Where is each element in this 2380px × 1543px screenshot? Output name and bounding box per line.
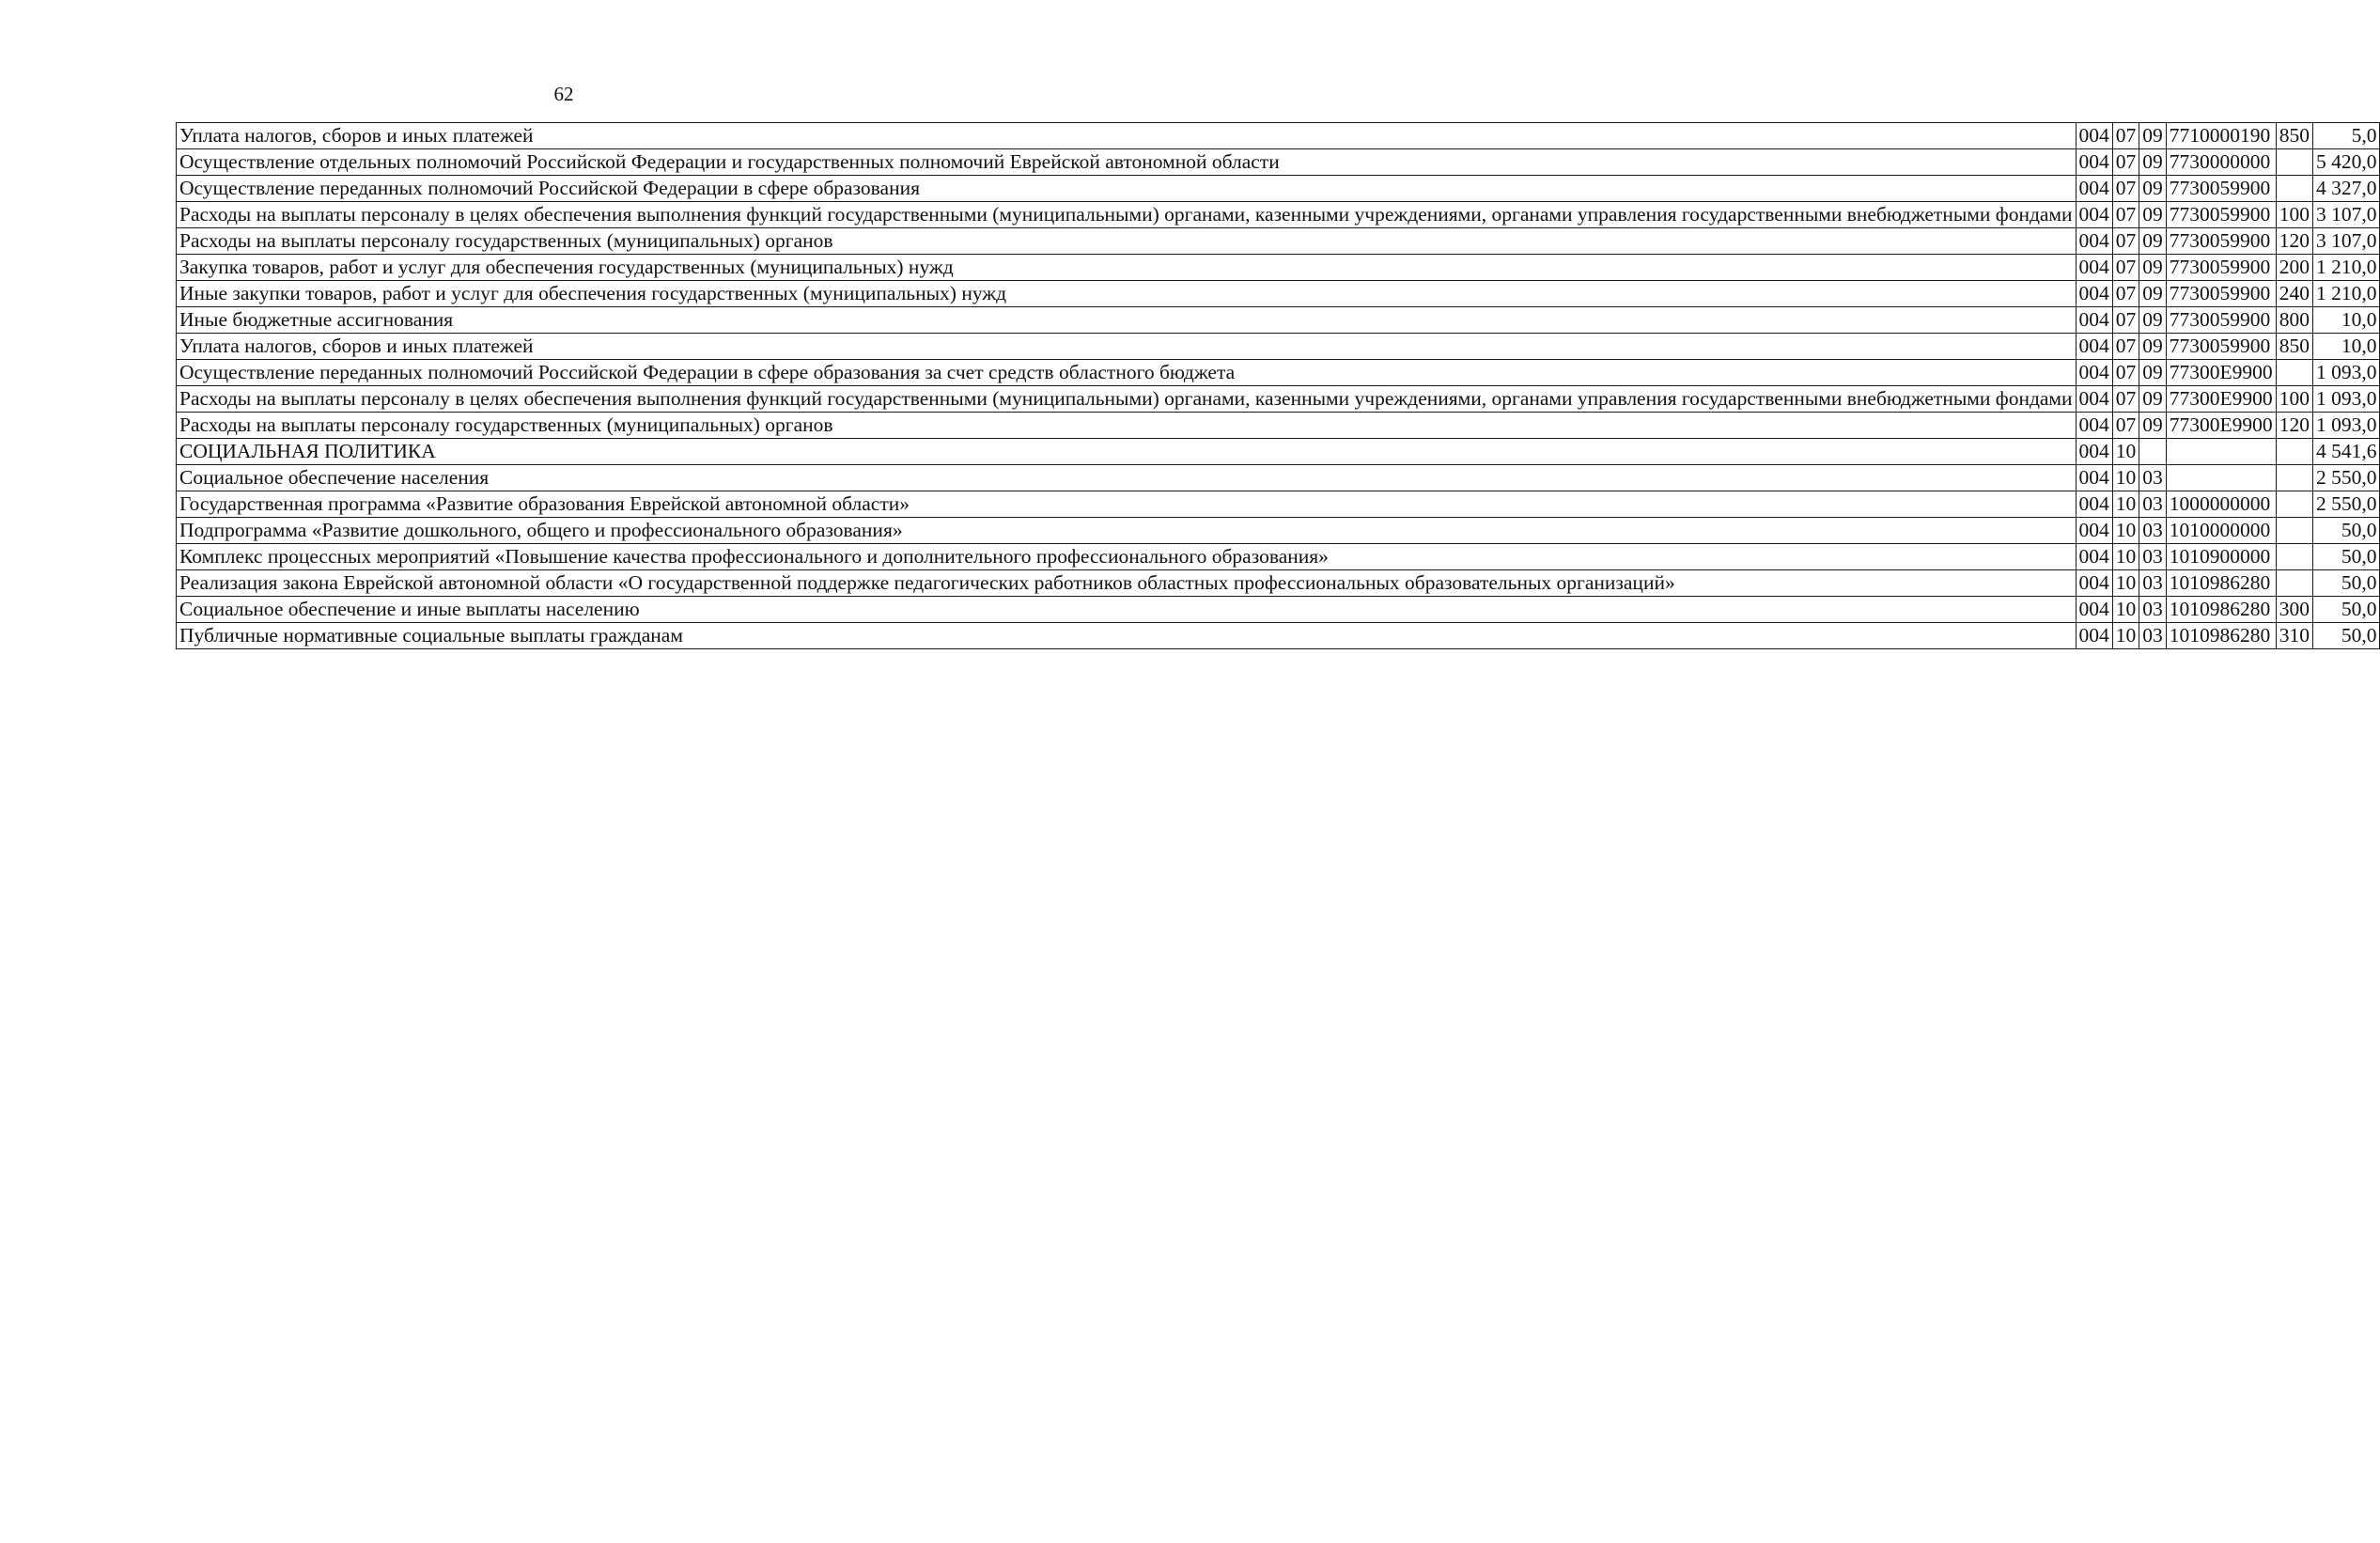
cs-code: 1010986280 — [2166, 597, 2276, 623]
rz-code: 07 — [2112, 176, 2139, 202]
budget-table — [176, 122, 2380, 649]
pr-code: 03 — [2139, 597, 2167, 623]
gr-code: 004 — [2076, 623, 2112, 649]
vr-code: 120 — [2276, 413, 2312, 439]
rz-code: 07 — [2112, 386, 2139, 413]
gr-code: 004 — [2076, 518, 2112, 544]
rz-code: 07 — [2112, 228, 2139, 255]
amount: 3 107,0 — [2312, 228, 2380, 255]
amount: 10,0 — [2312, 307, 2380, 334]
table-row — [177, 255, 2380, 281]
vr-code: 850 — [2276, 123, 2312, 149]
rz-code: 07 — [2112, 202, 2139, 228]
amount: 3 107,0 — [2312, 202, 2380, 228]
vr-code: 120 — [2276, 228, 2312, 255]
pr-code: 09 — [2139, 360, 2167, 386]
amount: 50,0 — [2312, 623, 2380, 649]
gr-code: 004 — [2076, 255, 2112, 281]
table-row — [177, 413, 2380, 439]
cs-code: 1010986280 — [2166, 570, 2276, 597]
gr-code: 004 — [2076, 544, 2112, 570]
cs-code: 7730000000 — [2166, 149, 2276, 176]
rz-code: 07 — [2112, 255, 2139, 281]
gr-code: 004 — [2076, 281, 2112, 307]
cs-code: 7730059900 — [2166, 281, 2276, 307]
gr-code: 004 — [2076, 570, 2112, 597]
rz-code: 10 — [2112, 491, 2139, 518]
pr-code: 09 — [2139, 307, 2167, 334]
gr-code: 004 — [2076, 149, 2112, 176]
table-row — [177, 334, 2380, 360]
vr-code — [2276, 360, 2312, 386]
cs-code: 7730059900 — [2166, 202, 2276, 228]
cs-code: 7730059900 — [2166, 334, 2276, 360]
rz-code: 10 — [2112, 439, 2139, 465]
pr-code: 09 — [2139, 202, 2167, 228]
rz-code: 10 — [2112, 544, 2139, 570]
row-name: Подпрограмма «Развитие дошкольного, общего и профессионального образования» — [177, 518, 2077, 544]
gr-code: 004 — [2076, 465, 2112, 491]
pr-code: 03 — [2139, 518, 2167, 544]
rz-code: 10 — [2112, 597, 2139, 623]
gr-code: 004 — [2076, 228, 2112, 255]
table-row — [177, 439, 2380, 465]
pr-code: 09 — [2139, 123, 2167, 149]
cs-code: 1010900000 — [2166, 544, 2276, 570]
cs-code — [2166, 465, 2276, 491]
vr-code: 800 — [2276, 307, 2312, 334]
row-name: Комплекс процессных мероприятий «Повышение качества профессионального и дополнительного профессионального образования» — [177, 544, 2077, 570]
gr-code: 004 — [2076, 491, 2112, 518]
row-name: Государственная программа «Развитие образования Еврейской автономной области» — [177, 491, 2077, 518]
table-row — [177, 360, 2380, 386]
cs-code: 77300E9900 — [2166, 386, 2276, 413]
cs-code: 7710000190 — [2166, 123, 2276, 149]
cs-code: 1010986280 — [2166, 623, 2276, 649]
rz-code: 10 — [2112, 465, 2139, 491]
rz-code: 10 — [2112, 518, 2139, 544]
pr-code: 09 — [2139, 334, 2167, 360]
row-name: Расходы на выплаты персоналу в целях обеспечения выполнения функций государственными (муниципальными) органами, казенными учреждениями, органами управления государственными внебюджетными фондами — [177, 386, 2077, 413]
rz-code: 07 — [2112, 281, 2139, 307]
table-row — [177, 176, 2380, 202]
table-row — [177, 307, 2380, 334]
amount: 1 093,0 — [2312, 360, 2380, 386]
row-name: СОЦИАЛЬНАЯ ПОЛИТИКА — [177, 439, 2077, 465]
rz-code: 07 — [2112, 413, 2139, 439]
row-name: Закупка товаров, работ и услуг для обеспечения государственных (муниципальных) нужд — [177, 255, 2077, 281]
pr-code: 03 — [2139, 570, 2167, 597]
row-name: Осуществление отдельных полномочий Российской Федерации и государственных полномочий Еврейской автономной области — [177, 149, 2077, 176]
vr-code — [2276, 176, 2312, 202]
vr-code: 300 — [2276, 597, 2312, 623]
gr-code: 004 — [2076, 334, 2112, 360]
table-row — [177, 465, 2380, 491]
pr-code: 09 — [2139, 281, 2167, 307]
row-name: Осуществление переданных полномочий Российской Федерации в сфере образования за счет средств областного бюджета — [177, 360, 2077, 386]
vr-code — [2276, 544, 2312, 570]
vr-code: 200 — [2276, 255, 2312, 281]
vr-code — [2276, 518, 2312, 544]
amount: 2 550,0 — [2312, 465, 2380, 491]
table-row — [177, 597, 2380, 623]
table-row — [177, 228, 2380, 255]
row-name: Иные закупки товаров, работ и услуг для обеспечения государственных (муниципальных) нужд — [177, 281, 2077, 307]
pr-code: 09 — [2139, 255, 2167, 281]
pr-code: 03 — [2139, 623, 2167, 649]
table-row — [177, 149, 2380, 176]
rz-code: 07 — [2112, 123, 2139, 149]
amount: 1 093,0 — [2312, 386, 2380, 413]
pr-code: 03 — [2139, 465, 2167, 491]
gr-code: 004 — [2076, 307, 2112, 334]
amount: 10,0 — [2312, 334, 2380, 360]
vr-code — [2276, 570, 2312, 597]
amount: 1 093,0 — [2312, 413, 2380, 439]
vr-code: 850 — [2276, 334, 2312, 360]
pr-code: 09 — [2139, 176, 2167, 202]
amount: 1 210,0 — [2312, 281, 2380, 307]
vr-code: 240 — [2276, 281, 2312, 307]
row-name: Реализация закона Еврейской автономной области «О государственной поддержке педагогических работников областных профессиональных образовательных организаций» — [177, 570, 2077, 597]
vr-code: 100 — [2276, 202, 2312, 228]
table-row — [177, 570, 2380, 597]
amount: 2 550,0 — [2312, 491, 2380, 518]
pr-code: 03 — [2139, 544, 2167, 570]
gr-code: 004 — [2076, 176, 2112, 202]
row-name: Уплата налогов, сборов и иных платежей — [177, 334, 2077, 360]
pr-code: 09 — [2139, 149, 2167, 176]
rz-code: 10 — [2112, 570, 2139, 597]
budget-table-body — [177, 123, 2380, 649]
rz-code: 07 — [2112, 149, 2139, 176]
row-name: Социальное обеспечение населения — [177, 465, 2077, 491]
rz-code: 10 — [2112, 623, 2139, 649]
amount: 50,0 — [2312, 544, 2380, 570]
row-name: Расходы на выплаты персоналу в целях обеспечения выполнения функций государственными (муниципальными) органами, казенными учреждениями, органами управления государственными внебюджетными фондами — [177, 202, 2077, 228]
vr-code — [2276, 465, 2312, 491]
amount: 4 541,6 — [2312, 439, 2380, 465]
rz-code: 07 — [2112, 334, 2139, 360]
pr-code: 09 — [2139, 413, 2167, 439]
table-row — [177, 518, 2380, 544]
cs-code: 1010000000 — [2166, 518, 2276, 544]
table-row — [177, 123, 2380, 149]
table-row — [177, 491, 2380, 518]
table-row — [177, 281, 2380, 307]
cs-code: 77300E9900 — [2166, 413, 2276, 439]
gr-code: 004 — [2076, 360, 2112, 386]
vr-code — [2276, 149, 2312, 176]
vr-code: 310 — [2276, 623, 2312, 649]
rz-code: 07 — [2112, 307, 2139, 334]
gr-code: 004 — [2076, 597, 2112, 623]
vr-code: 100 — [2276, 386, 2312, 413]
cs-code: 77300E9900 — [2166, 360, 2276, 386]
cs-code: 1000000000 — [2166, 491, 2276, 518]
amount: 50,0 — [2312, 570, 2380, 597]
cs-code: 7730059900 — [2166, 307, 2276, 334]
gr-code: 004 — [2076, 439, 2112, 465]
pr-code — [2139, 439, 2167, 465]
gr-code: 004 — [2076, 202, 2112, 228]
amount: 5,0 — [2312, 123, 2380, 149]
table-row — [177, 386, 2380, 413]
cs-code — [2166, 439, 2276, 465]
rz-code: 07 — [2112, 360, 2139, 386]
row-name: Расходы на выплаты персоналу государственных (муниципальных) органов — [177, 413, 2077, 439]
cs-code: 7730059900 — [2166, 255, 2276, 281]
gr-code: 004 — [2076, 386, 2112, 413]
gr-code: 004 — [2076, 123, 2112, 149]
table-row — [177, 544, 2380, 570]
page-number: 62 — [553, 83, 574, 105]
amount: 5 420,0 — [2312, 149, 2380, 176]
cs-code: 7730059900 — [2166, 228, 2276, 255]
row-name: Социальное обеспечение и иные выплаты населению — [177, 597, 2077, 623]
vr-code — [2276, 491, 2312, 518]
table-row — [177, 202, 2380, 228]
row-name: Осуществление переданных полномочий Российской Федерации в сфере образования — [177, 176, 2077, 202]
amount: 4 327,0 — [2312, 176, 2380, 202]
pr-code: 09 — [2139, 228, 2167, 255]
amount: 1 210,0 — [2312, 255, 2380, 281]
row-name: Публичные нормативные социальные выплаты гражданам — [177, 623, 2077, 649]
vr-code — [2276, 439, 2312, 465]
row-name: Расходы на выплаты персоналу государственных (муниципальных) органов — [177, 228, 2077, 255]
table-row — [177, 623, 2380, 649]
row-name: Иные бюджетные ассигнования — [177, 307, 2077, 334]
pr-code: 09 — [2139, 386, 2167, 413]
amount: 50,0 — [2312, 597, 2380, 623]
gr-code: 004 — [2076, 413, 2112, 439]
row-name: Уплата налогов, сборов и иных платежей — [177, 123, 2077, 149]
cs-code: 7730059900 — [2166, 176, 2276, 202]
pr-code: 03 — [2139, 491, 2167, 518]
amount: 50,0 — [2312, 518, 2380, 544]
